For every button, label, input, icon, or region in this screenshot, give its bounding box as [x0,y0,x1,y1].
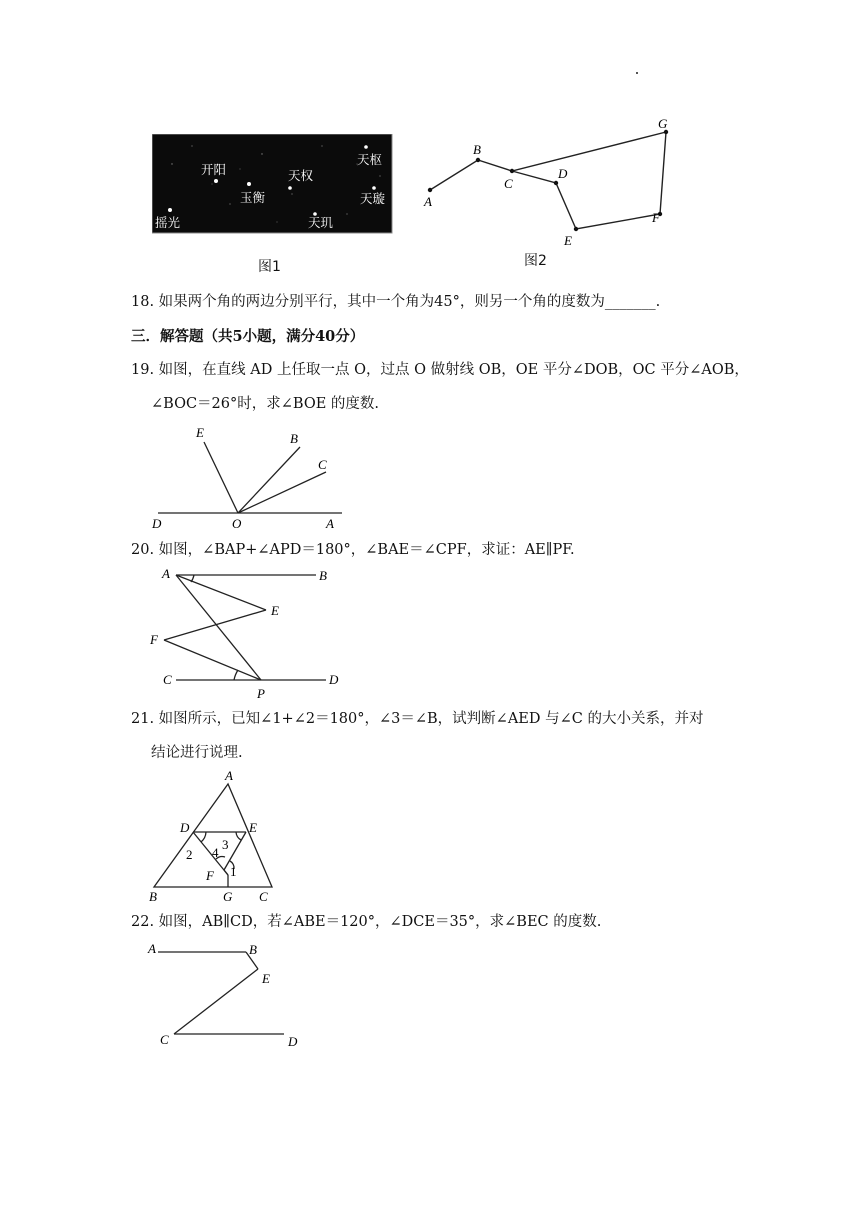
question-19-line2: ∠BOC＝26°时，求∠BOE 的度数. [151,396,380,412]
answer-blank[interactable]: _______ [604,294,656,310]
star-label: 开阳 [201,162,227,177]
question-text: 如图，∠BAP+∠APD＝180°，∠BAE＝∠CPF，求证：AE∥PF. [158,542,575,558]
figure-2 [420,112,680,256]
point-label: G [223,889,233,904]
star-yaoguang [168,208,172,212]
question-text: 如果两个角的两边分别平行，其中一个角为45°，则另一个角的度数为 [158,294,605,310]
angle-label: 3 [222,837,229,852]
question-text: 如图，AB∥CD，若∠ABE＝120°，∠DCE＝35°，求∠BEC 的度数. [158,914,602,930]
figure-q21 [140,768,290,908]
question-number: 22. [131,914,155,930]
angle-label: 1 [230,864,237,879]
question-text: 如图，在直线 AD 上任取一点 O，过点 O 做射线 OB，OE 平分∠DOB，OC 平分∠AOB， [158,362,749,378]
star-kaiyang [214,179,218,183]
point-label: C [259,889,268,904]
point-label: C [160,1032,169,1047]
point-label: D [180,820,190,835]
question-end: . [655,294,661,310]
point-label: E [249,820,257,835]
point-label: B [319,568,327,583]
figure-1-caption: 图1 [258,259,281,275]
point-label: C [163,672,172,687]
point-label: B [290,431,298,446]
point-label: A [225,768,233,783]
point-label: A [162,566,170,581]
page-mark [636,72,638,74]
star-label: 摇光 [155,215,181,230]
point-label: A [424,194,432,209]
point-label: B [473,142,481,157]
rays-diagram [146,420,356,532]
point-label: F [206,868,214,883]
question-20 [131,540,575,560]
point-label: B [249,942,257,957]
point-label: P [257,686,265,701]
point-label: E [271,603,279,618]
point-label: E [564,233,572,248]
point-label: D [329,672,339,687]
section-title: 三．解答题（共5小题，满分40分） [131,328,365,345]
question-19 [131,360,749,380]
question-22 [131,912,601,932]
star-label: 天玑 [308,215,334,230]
point-label: D [558,166,568,181]
zigzag-diagram [142,936,322,1052]
parallel-lines-diagram [146,562,356,702]
star-label: 天璇 [360,191,386,206]
point-label: G [658,116,668,131]
figure-1 [152,134,394,238]
question-18 [131,292,660,312]
star-tianquan [288,186,292,190]
dipper-diagram [420,112,680,252]
point-label: O [232,516,242,531]
question-text: 如图所示，已知∠1+∠2＝180°，∠3＝∠B，试判断∠AED 与∠C 的大小关系，并对 [158,711,704,727]
point-label: C [504,176,513,191]
point-label: D [152,516,162,531]
question-number: 18. [131,294,155,310]
point-label: F [652,210,660,225]
angle-label: 4 [212,845,219,860]
point-label: C [318,457,327,472]
question-21 [131,709,703,729]
point-label: A [326,516,334,531]
point-label: E [262,971,270,986]
star-tianshu [364,145,368,149]
angle-label: 2 [186,847,193,862]
figure-q22 [142,936,322,1056]
question-21-line2: 结论进行说理. [151,745,243,761]
point-label: A [148,941,156,956]
star-chart [152,134,394,234]
point-label: B [149,889,157,904]
star-yuheng [247,182,251,186]
figure-2-caption: 图2 [524,253,547,269]
star-label: 天权 [288,168,314,183]
star-label: 天枢 [357,152,383,167]
point-label: D [288,1034,298,1049]
question-number: 20. [131,542,155,558]
figure-q19 [146,420,356,536]
point-label: F [150,632,158,647]
triangle-diagram [140,768,290,904]
question-number: 19. [131,362,155,378]
star-tianxuan [372,186,376,190]
star-label: 玉衡 [240,190,266,205]
point-label: E [196,425,204,440]
question-number: 21. [131,711,155,727]
figure-q20 [146,562,356,706]
